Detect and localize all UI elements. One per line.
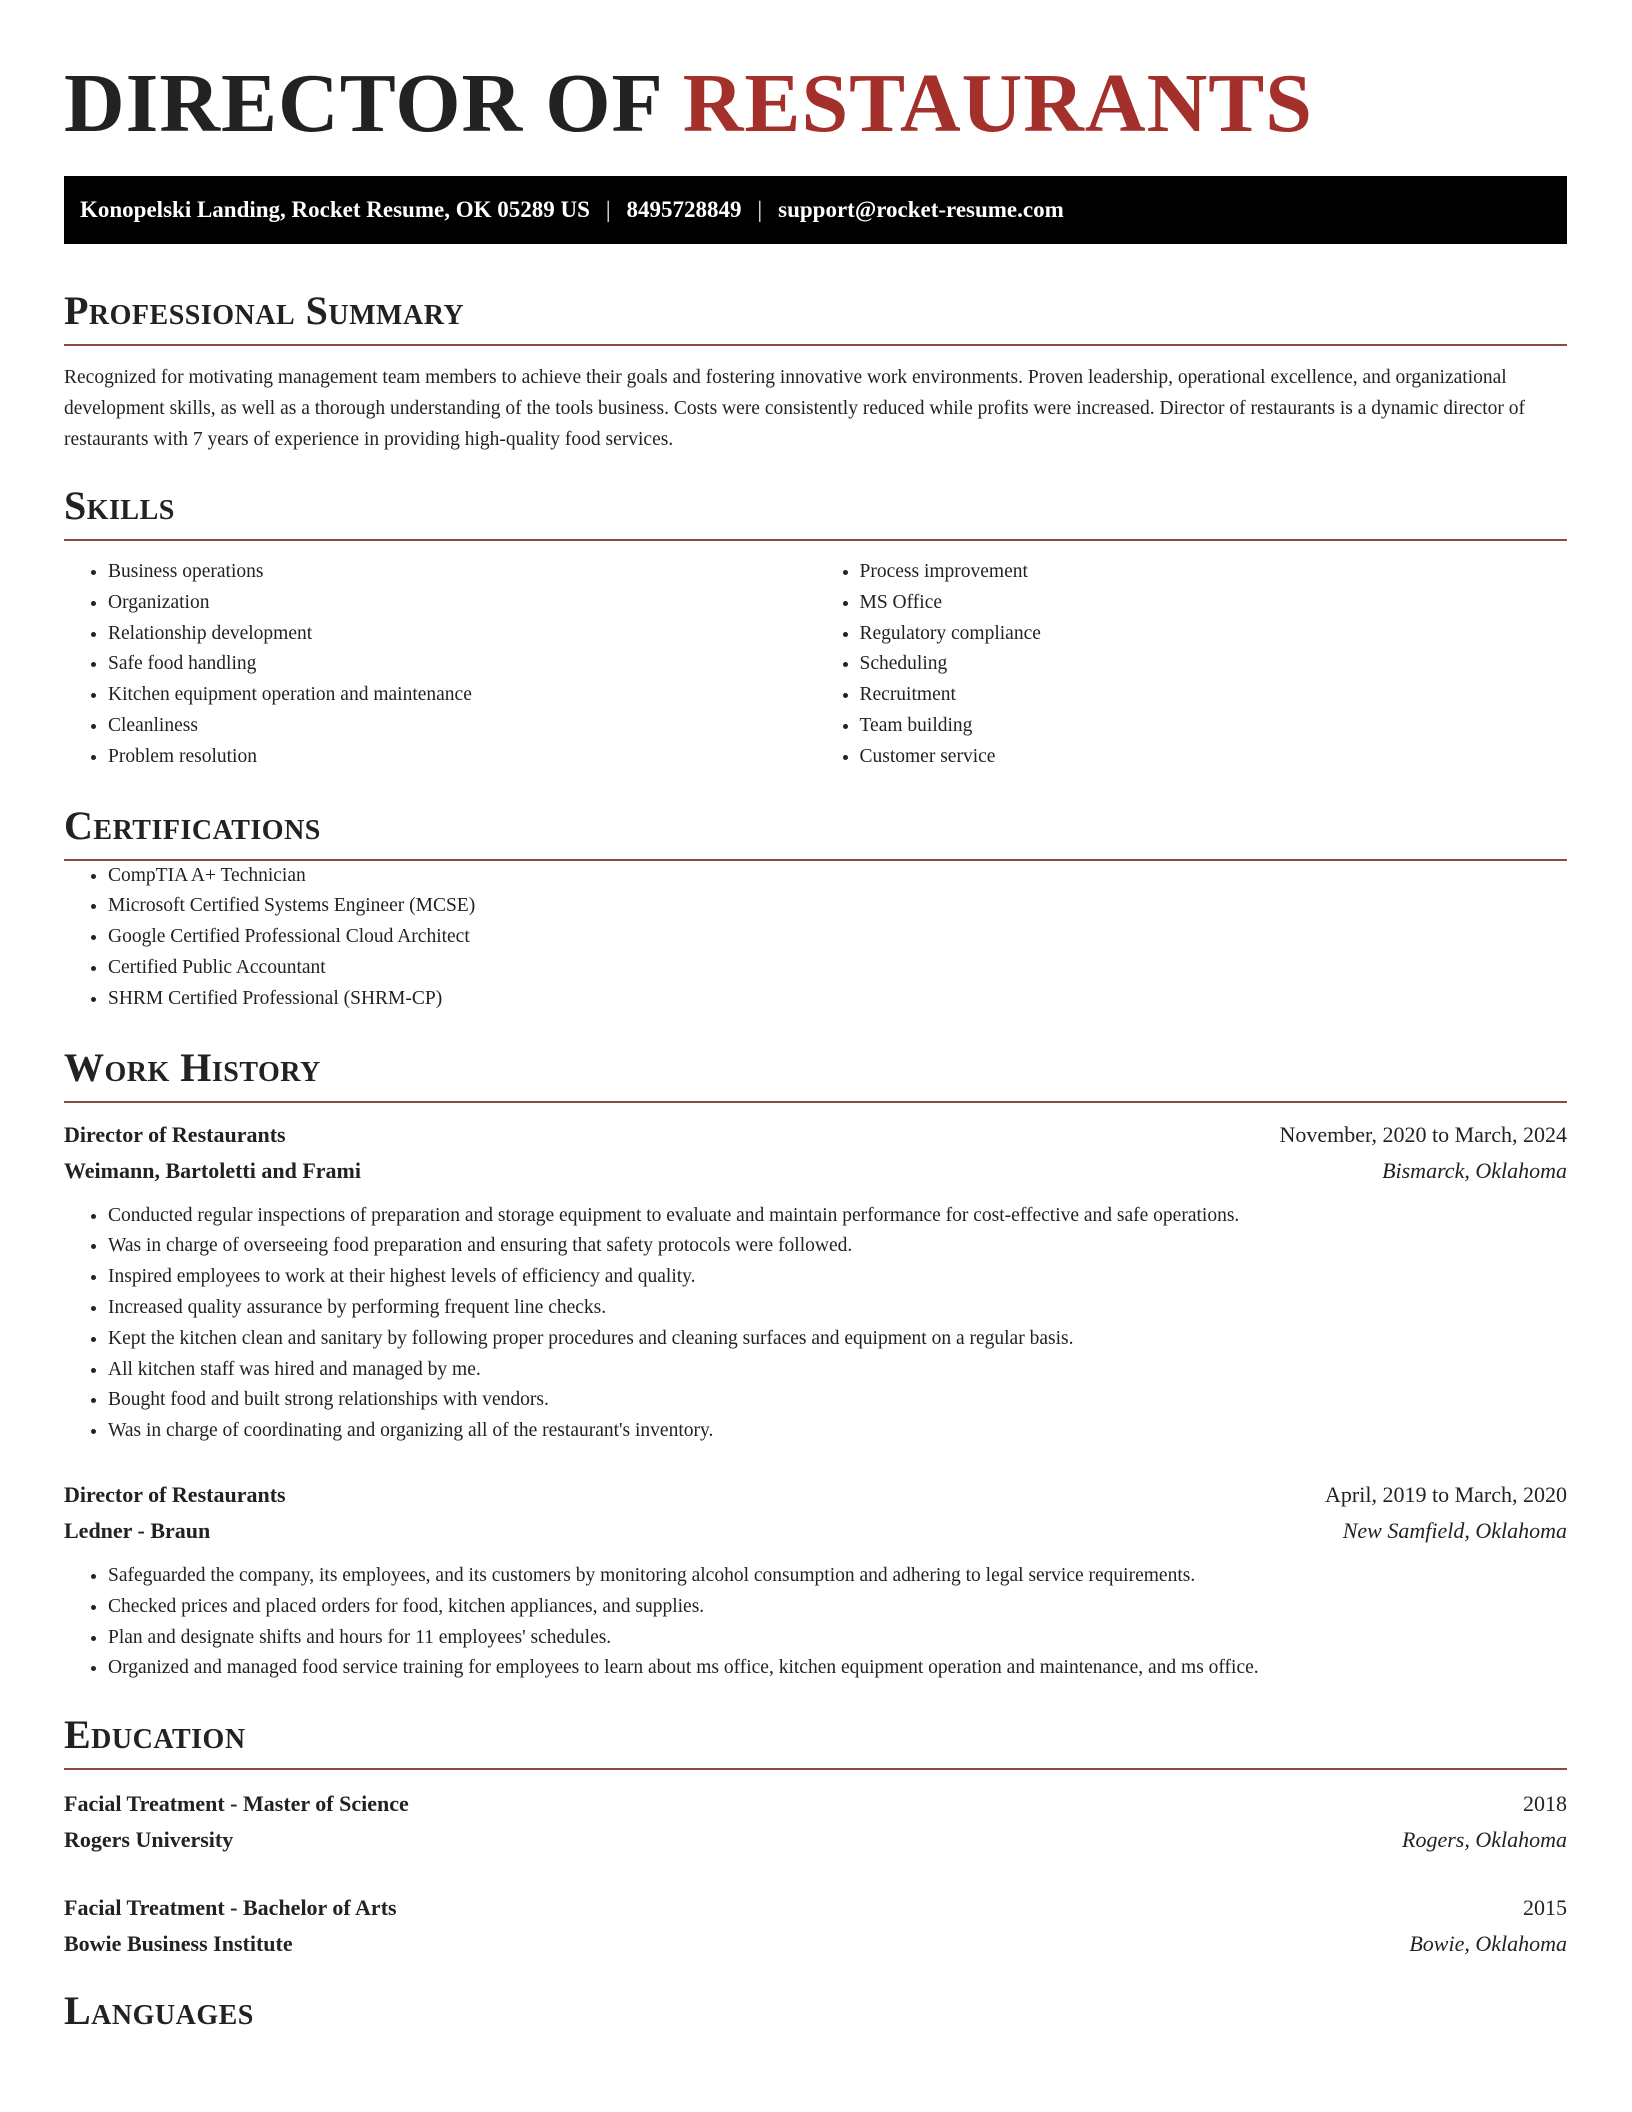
- skills-list-left: [64, 557, 816, 773]
- certification-item: • SHRM Certified Professional (SHRM-CP): [108, 984, 1567, 1015]
- section-heading-education: Education: [64, 1712, 1567, 1770]
- job-entry: [64, 1117, 1567, 1447]
- education-year: 2015: [1523, 1895, 1567, 1921]
- job-bullet: • Kept the kitchen clean and sanitary by following proper procedures and cleaning surfaces and equipment on a regular basis.: [108, 1324, 1567, 1355]
- certifications-list: [64, 861, 1567, 1015]
- skills-grid: [64, 557, 1567, 773]
- skill-item: • Customer service: [860, 742, 1568, 773]
- job-bullets: [64, 1201, 1567, 1447]
- job-title: Director of Restaurants: [64, 1121, 286, 1147]
- section-heading-summary: Professional Summary: [64, 288, 1567, 346]
- skill-item: • MS Office: [860, 588, 1568, 619]
- contact-phone[interactable]: 8495728849: [626, 197, 742, 222]
- resume-title: [64, 56, 1567, 152]
- section-heading-skills: Skills: [64, 483, 1567, 541]
- section-skills: [64, 483, 1567, 773]
- section-professional-summary: [64, 288, 1567, 455]
- job-company-row: [64, 1513, 1567, 1549]
- skill-item: • Safe food handling: [108, 649, 816, 680]
- skill-item: • Recruitment: [860, 680, 1568, 711]
- resume-content: [64, 56, 1567, 2044]
- education-entry: [64, 1890, 1567, 1962]
- education-school-row: [64, 1822, 1567, 1858]
- section-heading-languages: Languages: [64, 1988, 254, 2034]
- job-bullet: • Bought food and built strong relationships with vendors.: [108, 1385, 1567, 1416]
- job-bullet: • Was in charge of overseeing food preparation and ensuring that safety protocols were followed.: [108, 1231, 1567, 1262]
- job-bullet: • Checked prices and placed orders for food, kitchen appliances, and supplies.: [108, 1592, 1567, 1623]
- job-bullet: • Increased quality assurance by performing frequent line checks.: [108, 1293, 1567, 1324]
- education-degree-row: [64, 1786, 1567, 1822]
- education-degree-row: [64, 1890, 1567, 1926]
- job-dates: April, 2019 to March, 2020: [1325, 1481, 1567, 1507]
- job-company: Ledner - Braun: [64, 1517, 211, 1543]
- skill-item: • Problem resolution: [108, 742, 816, 773]
- contact-email[interactable]: support@rocket-resume.com: [778, 197, 1064, 222]
- contact-address: Konopelski Landing, Rocket Resume, OK 05289 US: [80, 197, 590, 222]
- education-school-row: [64, 1926, 1567, 1962]
- title-part-1: DIRECTOR OF: [64, 57, 661, 150]
- section-languages: [64, 1988, 1567, 2044]
- education-location: Bowie, Oklahoma: [1409, 1931, 1567, 1957]
- education-entry: [64, 1786, 1567, 1858]
- job-entry: [64, 1477, 1567, 1684]
- section-work-history: [64, 1045, 1567, 1685]
- certification-item: • Google Certified Professional Cloud Architect: [108, 922, 1567, 953]
- job-company-row: [64, 1153, 1567, 1189]
- education-school: Bowie Business Institute: [64, 1931, 293, 1957]
- certification-item: • Microsoft Certified Systems Engineer (MCSE): [108, 891, 1567, 922]
- skill-item: • Business operations: [108, 557, 816, 588]
- certification-item: • CompTIA A+ Technician: [108, 861, 1567, 892]
- contact-separator: |: [757, 197, 763, 222]
- job-location: New Samfield, Oklahoma: [1342, 1517, 1567, 1543]
- contact-bar: [64, 176, 1567, 244]
- section-certifications: [64, 803, 1567, 1015]
- title-part-2-accent: RESTAURANTS: [682, 57, 1314, 150]
- education-year: 2018: [1523, 1791, 1567, 1817]
- skills-list-right: [816, 557, 1568, 773]
- job-bullet: • Inspired employees to work at their highest levels of efficiency and quality.: [108, 1262, 1567, 1293]
- section-heading-work-history: Work History: [64, 1045, 1567, 1103]
- education-school: Rogers University: [64, 1827, 234, 1853]
- summary-text: Recognized for motivating management team members to achieve their goals and fostering innovative work environments. Proven leadership, operational excellence, and organizational development skills, as well as a thorough understanding of the tools business. Costs were consistently reduced while profits were increased. Director of restaurants is a dynamic director of restaurants with 7 years of experience in providing high-quality food services.: [64, 367, 1526, 450]
- job-dates: November, 2020 to March, 2024: [1279, 1121, 1567, 1147]
- contact-separator: |: [605, 197, 611, 222]
- education-location: Rogers, Oklahoma: [1402, 1827, 1567, 1853]
- job-bullet: • All kitchen staff was hired and managed by me.: [108, 1355, 1567, 1386]
- certification-item: • Certified Public Accountant: [108, 953, 1567, 984]
- job-location: Bismarck, Oklahoma: [1382, 1157, 1567, 1183]
- section-education: [64, 1712, 1567, 1962]
- job-header-row: [64, 1117, 1567, 1153]
- job-header-row: [64, 1477, 1567, 1513]
- job-bullet: • Was in charge of coordinating and organizing all of the restaurant's inventory.: [108, 1416, 1567, 1447]
- skill-item: • Cleanliness: [108, 711, 816, 742]
- job-bullet: • Organized and managed food service training for employees to learn about ms office, kitchen equipment operation and maintenance, and ms office.: [108, 1653, 1567, 1684]
- section-heading-certifications: Certifications: [64, 803, 1567, 861]
- job-bullet: • Safeguarded the company, its employees, and its customers by monitoring alcohol consumption and adhering to legal service requirements.: [108, 1561, 1567, 1592]
- skill-item: • Process improvement: [860, 557, 1568, 588]
- job-title: Director of Restaurants: [64, 1481, 286, 1507]
- skill-item: • Regulatory compliance: [860, 619, 1568, 650]
- education-degree: Facial Treatment - Master of Science: [64, 1791, 409, 1817]
- job-bullet: • Conducted regular inspections of preparation and storage equipment to evaluate and maintain performance for cost-effective and safe operations.: [108, 1201, 1567, 1232]
- job-company: Weimann, Bartoletti and Frami: [64, 1157, 361, 1183]
- job-bullets: [64, 1561, 1567, 1684]
- skill-item: • Relationship development: [108, 619, 816, 650]
- skill-item: • Kitchen equipment operation and maintenance: [108, 680, 816, 711]
- skill-item: • Organization: [108, 588, 816, 619]
- skill-item: • Team building: [860, 711, 1568, 742]
- skill-item: • Scheduling: [860, 649, 1568, 680]
- job-bullet: • Plan and designate shifts and hours for 11 employees' schedules.: [108, 1623, 1567, 1654]
- education-degree: Facial Treatment - Bachelor of Arts: [64, 1895, 397, 1921]
